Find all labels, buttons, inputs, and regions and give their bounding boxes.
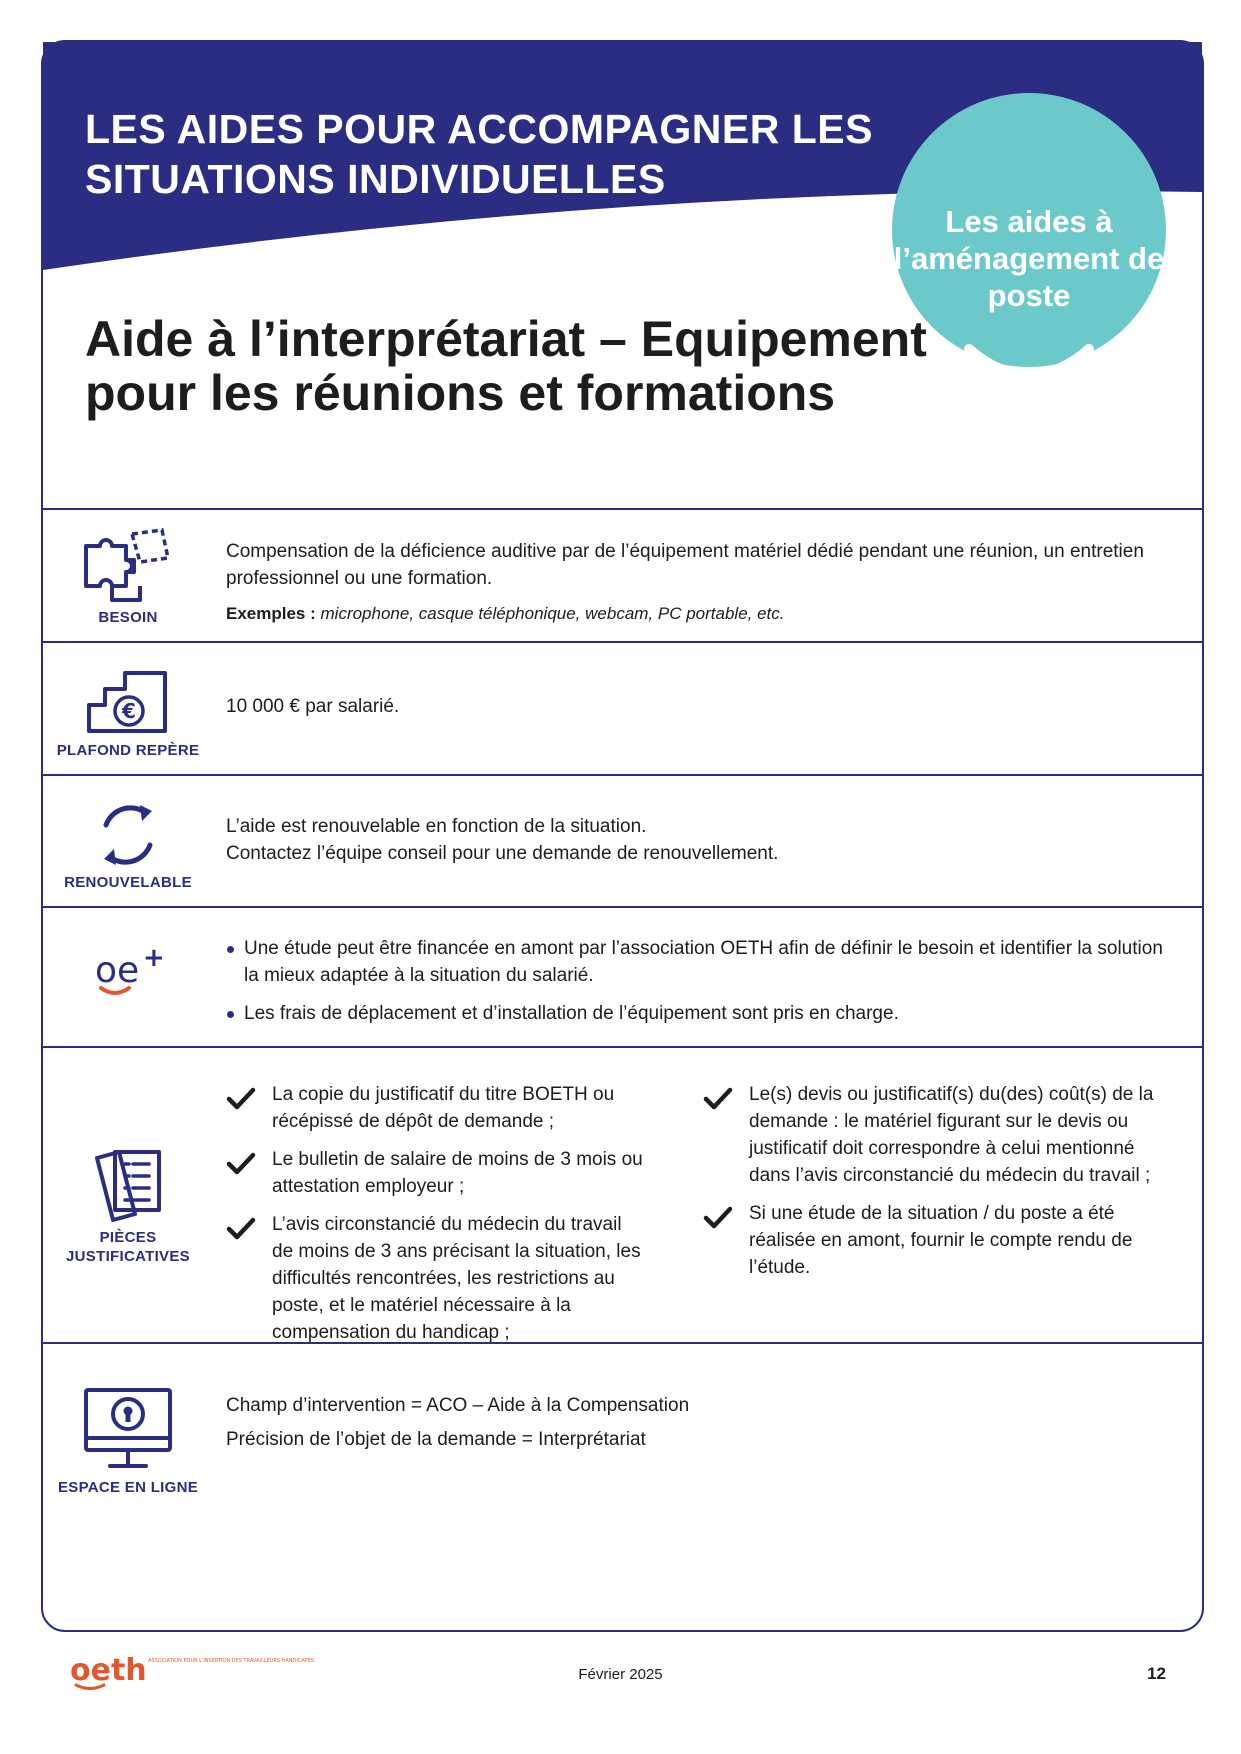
- oe-plus-icon: [93, 944, 163, 998]
- renouvelable-icon-col: [43, 801, 213, 892]
- plafond-content: [226, 693, 1182, 720]
- section-plafond: [43, 641, 1202, 776]
- espace-content: [226, 1392, 1182, 1453]
- badge-text: Les aides à l’aménagement de poste: [893, 204, 1165, 313]
- puzzle-icon: [82, 528, 174, 608]
- plafond-label: PLAFOND REPÈRE: [56, 742, 200, 759]
- section-oeplus: [43, 906, 1202, 1048]
- renouvelable-line1: L’aide est renouvelable en fonction de la situation.: [226, 816, 647, 837]
- oeplus-content: [226, 935, 1182, 1038]
- pieces-right-column: [703, 1081, 1173, 1292]
- besoin-examples: [226, 600, 1182, 627]
- renouvelable-content: [226, 813, 1182, 867]
- banner-title: LES AIDES POUR ACCOMPAGNER LES SITUATIONS INDIVIDUELLES: [85, 106, 873, 202]
- espace-line2: Précision de l’objet de la demande = Interprétariat: [226, 1429, 646, 1450]
- documents-icon: [91, 1148, 165, 1224]
- plafond-icon-col: [43, 669, 213, 760]
- pieces-label-line2: JUSTIFICATIVES: [66, 1248, 190, 1265]
- besoin-icon-col: [43, 528, 213, 627]
- espace-label: ESPACE EN LIGNE: [57, 1479, 199, 1496]
- check-text: La copie du justificatif du titre BOETH ou récépissé de dépôt de demande ;: [272, 1084, 615, 1132]
- plafond-text: 10 000 € par salarié.: [226, 696, 400, 717]
- renouvelable-line2: Contactez l’équipe conseil pour une demande de renouvellement.: [226, 843, 779, 864]
- oeplus-bullet-list: [226, 935, 1182, 1027]
- section-renouvelable: [43, 774, 1202, 908]
- check-item: [703, 1200, 1173, 1281]
- examples-text: microphone, casque téléphonique, webcam, PC portable, etc.: [320, 604, 785, 623]
- check-text: L’avis circonstancié du médecin du travail de moins de 3 ans précisant la situation, les difficultés rencontrées, les restrictions au poste, et le matériel nécessaire à la compensation du handicap ;: [272, 1214, 641, 1343]
- check-icon: [226, 1152, 256, 1176]
- check-icon: [703, 1206, 733, 1230]
- check-item: [226, 1211, 646, 1346]
- footer-date: Février 2025: [578, 1666, 663, 1683]
- section-pieces: [43, 1046, 1202, 1344]
- oeplus-bullet: Les frais de déplacement et d’installation de l’équipement sont pris en charge.: [226, 1000, 1182, 1027]
- svg-text:+: +: [143, 943, 165, 973]
- check-text: Le bulletin de salaire de moins de 3 mois ou attestation employeur ;: [272, 1149, 643, 1197]
- besoin-text: Compensation de la déficience auditive par de l’équipement matériel dédié pendant une réunion, un entretien professionnel ou une formation.: [226, 541, 1144, 589]
- check-icon: [703, 1087, 733, 1111]
- renouvelable-label: RENOUVELABLE: [64, 874, 192, 891]
- check-icon: [226, 1087, 256, 1111]
- logo-caption: ASSOCIATION POUR L'INSERTION DES TRAVAILLEURS HANDICAPÉS: [148, 1658, 315, 1664]
- smile-icon: [959, 341, 1099, 391]
- check-item: [703, 1081, 1173, 1189]
- check-text: Si une étude de la situation / du poste a été réalisée en amont, fournir le compte rendu de l’étude.: [749, 1203, 1133, 1278]
- euro-stairs-icon: [85, 669, 171, 735]
- check-item: [226, 1146, 646, 1200]
- info-card: [41, 40, 1204, 1632]
- oeplus-bullet: Une étude peut être financée en amont par l’association OETH afin de définir le besoin et identifier la solution la mieux adaptée à la situation du salarié.: [226, 935, 1182, 989]
- espace-line1: Champ d’intervention = ACO – Aide à la Compensation: [226, 1395, 690, 1416]
- check-item: [226, 1081, 646, 1135]
- espace-icon-col: [43, 1386, 213, 1497]
- computer-lock-icon: [82, 1386, 174, 1472]
- section-besoin: [43, 508, 1202, 643]
- oeplus-icon-col: [43, 944, 213, 998]
- check-text: Le(s) devis ou justificatif(s) du(des) coût(s) de la demande : le matériel figurant sur le devis ou justificatif doit correspondre à celui mentionné dans l’avis circonstancié du médecin du travail ;: [749, 1084, 1154, 1186]
- besoin-content: [226, 538, 1182, 627]
- pieces-label-line1: PIÈCES: [99, 1229, 157, 1246]
- check-icon: [226, 1217, 256, 1241]
- logo-text: oeth: [70, 1653, 147, 1688]
- pieces-icon-col: [43, 1148, 213, 1266]
- pieces-left-column: [226, 1081, 646, 1357]
- besoin-label: BESOIN: [98, 609, 158, 626]
- page-title: Aide à l’interprétariat – Equipement pour les réunions et formations: [85, 311, 927, 421]
- section-espace: [43, 1342, 1202, 1632]
- svg-text:€: €: [122, 699, 136, 723]
- page-number: 12: [1147, 1664, 1166, 1683]
- renew-arrows-icon: [92, 801, 164, 869]
- examples-label: Exemples :: [226, 604, 316, 623]
- svg-text:oe: oe: [95, 950, 140, 991]
